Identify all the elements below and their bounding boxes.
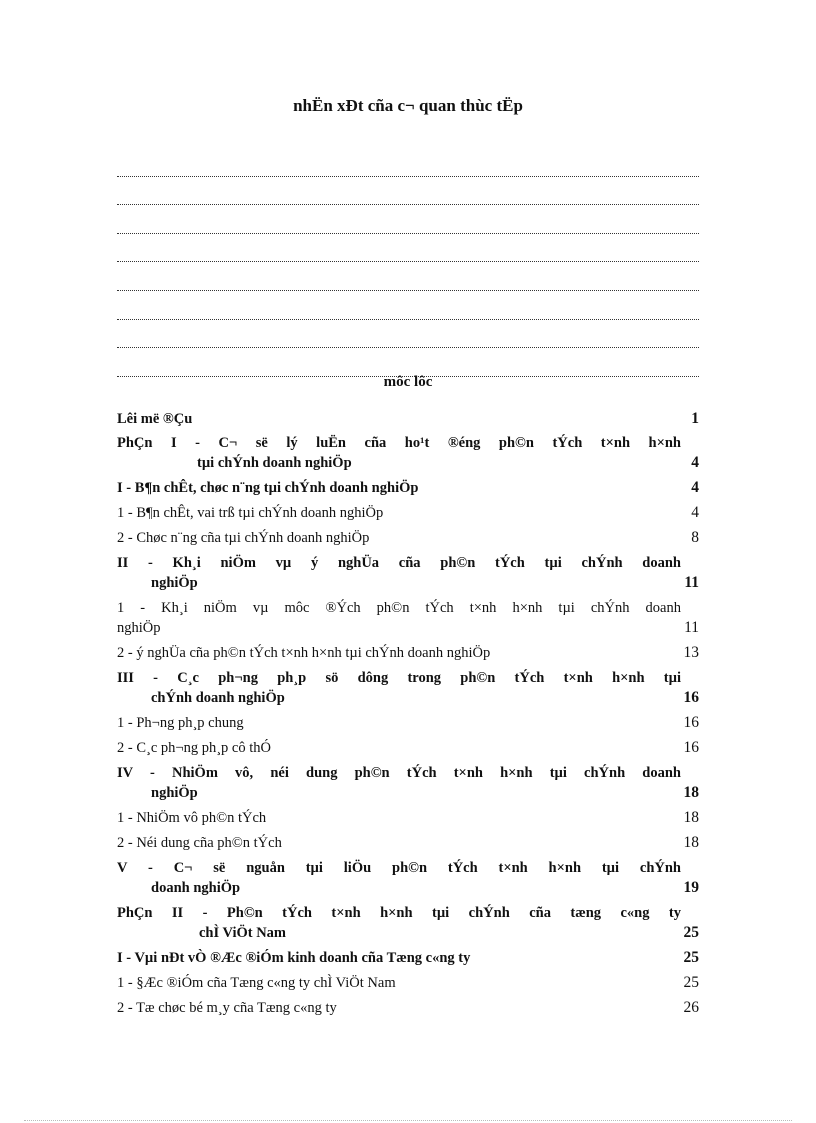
toc-entry: [117, 833, 699, 853]
dotted-line: [117, 291, 699, 320]
toc-entry-page: 16: [683, 714, 699, 731]
toc-entry-page: 16: [683, 689, 699, 706]
toc-entry: [117, 478, 699, 498]
toc-entry: [117, 598, 699, 638]
dotted-line: [117, 205, 699, 234]
toc-entry-page: 11: [684, 574, 699, 591]
toc-entry: [117, 903, 699, 943]
toc-entry-page: 18: [683, 784, 699, 801]
page-bottom-divider: [24, 1120, 792, 1121]
toc-entry-text: V - C¬ së nguån tµi liÖu ph©n tÝch t×nh h×nh tµi chÝnh: [117, 860, 681, 876]
toc-entry-page: 25: [683, 974, 699, 991]
dotted-line: [117, 348, 699, 377]
toc-entry-text: 1 - NhiÖm vô ph©n tÝch: [117, 810, 267, 826]
toc-entry-continuation: chÌ ViÖt Nam: [199, 925, 286, 941]
toc-entry-text: 2 - ý nghÜa cña ph©n tÝch t×nh h×nh tµi chÝnh doanh nghiÖp: [117, 645, 491, 661]
toc-entry-text: I - B¶n chÊt, chøc n¨ng tµi chÝnh doanh nghiÖp: [117, 480, 419, 496]
toc-entry: [117, 808, 699, 828]
toc-entry: [117, 643, 699, 663]
toc-entry: [117, 503, 699, 523]
dotted-line: [117, 234, 699, 263]
toc-entry-continuation: nghiÖp: [117, 620, 161, 636]
dotted-lines-area: [117, 148, 699, 377]
toc-entry-page: 19: [683, 879, 699, 896]
toc-entry-page: 25: [683, 924, 699, 941]
toc-entry: [117, 738, 699, 758]
dotted-line: [117, 262, 699, 291]
toc-entry: [117, 998, 699, 1018]
toc-entry-page: 4: [691, 504, 699, 521]
toc-entry: [117, 668, 699, 708]
toc-entry-text: 1 - §Æc ®iÓm cña Tæng c«ng ty chÌ ViÖt Nam: [117, 975, 396, 991]
toc-entry-continuation: tµi chÝnh doanh nghiÖp: [197, 455, 352, 471]
toc-entry-page: 18: [683, 809, 699, 826]
toc-entry-text: 2 - Chøc n¨ng cña tµi chÝnh doanh nghiÖp: [117, 530, 370, 546]
toc-entry: [117, 948, 699, 968]
dotted-line: [117, 320, 699, 349]
table-of-contents: [117, 409, 699, 1018]
toc-entry-text: Lêi më ®Çu: [117, 411, 193, 427]
toc-entry-continuation: chÝnh doanh nghiÖp: [151, 690, 285, 706]
toc-entry: [117, 973, 699, 993]
page-title: nhËn xÐt cña c¬ quan thùc tËp: [293, 96, 523, 115]
toc-entry-text: 1 - Kh¸i niÖm vµ môc ®Ých ph©n tÝch t×nh h×nh tµi chÝnh doanh: [117, 600, 681, 616]
toc-entry: [117, 409, 699, 429]
toc-entry-page: 4: [691, 454, 699, 471]
toc-entry-text: I - Vµi nÐt vÒ ®Æc ®iÓm kinh doanh cña Tæng c«ng ty: [117, 950, 471, 966]
toc-entry-text: PhÇn I - C¬ së lý luËn cña ho¹t ®éng ph©n tÝch t×nh h×nh: [117, 435, 681, 451]
dotted-line: [117, 148, 699, 177]
toc-entry: [117, 858, 699, 898]
toc-entry-text: III - C¸c ph¬ng ph¸p sö dông trong ph©n tÝch t×nh h×nh tµi: [117, 670, 681, 686]
toc-entry: [117, 433, 699, 473]
toc-entry: [117, 713, 699, 733]
toc-entry-page: 16: [683, 739, 699, 756]
toc-entry-page: 18: [683, 834, 699, 851]
toc-entry-text: 1 - Ph¬ng ph¸p chung: [117, 715, 244, 731]
toc-entry-page: 13: [683, 644, 699, 661]
toc-entry-text: 2 - C¸c ph¬ng ph¸p cô thÓ: [117, 740, 271, 756]
toc-entry-text: PhÇn II - Ph©n tÝch t×nh h×nh tµi chÝnh cña tæng c«ng ty: [117, 905, 681, 921]
toc-entry-text: II - Kh¸i niÖm vµ ý nghÜa cña ph©n tÝch tµi chÝnh doanh: [117, 555, 681, 571]
toc-entry-continuation: nghiÖp: [151, 575, 198, 591]
toc-entry-page: 11: [684, 619, 699, 636]
toc-entry: [117, 553, 699, 593]
toc-entry: [117, 528, 699, 548]
toc-entry-continuation: doanh nghiÖp: [151, 880, 241, 896]
toc-entry-continuation: nghiÖp: [151, 785, 198, 801]
toc-entry-page: 8: [691, 529, 699, 546]
toc-entry-text: IV - NhiÖm vô, néi dung ph©n tÝch t×nh h×nh tµi chÝnh doanh: [117, 765, 681, 781]
toc-entry: [117, 763, 699, 803]
toc-entry-page: 25: [683, 949, 699, 966]
toc-entry-text: 2 - Néi dung cña ph©n tÝch: [117, 835, 282, 851]
toc-entry-text: 1 - B¶n chÊt, vai trß tµi chÝnh doanh nghiÖp: [117, 505, 384, 521]
toc-heading: môc lôc: [383, 374, 433, 390]
toc-entry-page: 1: [691, 410, 699, 427]
dotted-line: [117, 177, 699, 206]
toc-entry-text: 2 - Tæ chøc bé m¸y cña Tæng c«ng ty: [117, 1000, 337, 1016]
toc-entry-page: 4: [691, 479, 699, 496]
toc-entry-page: 26: [683, 999, 699, 1016]
